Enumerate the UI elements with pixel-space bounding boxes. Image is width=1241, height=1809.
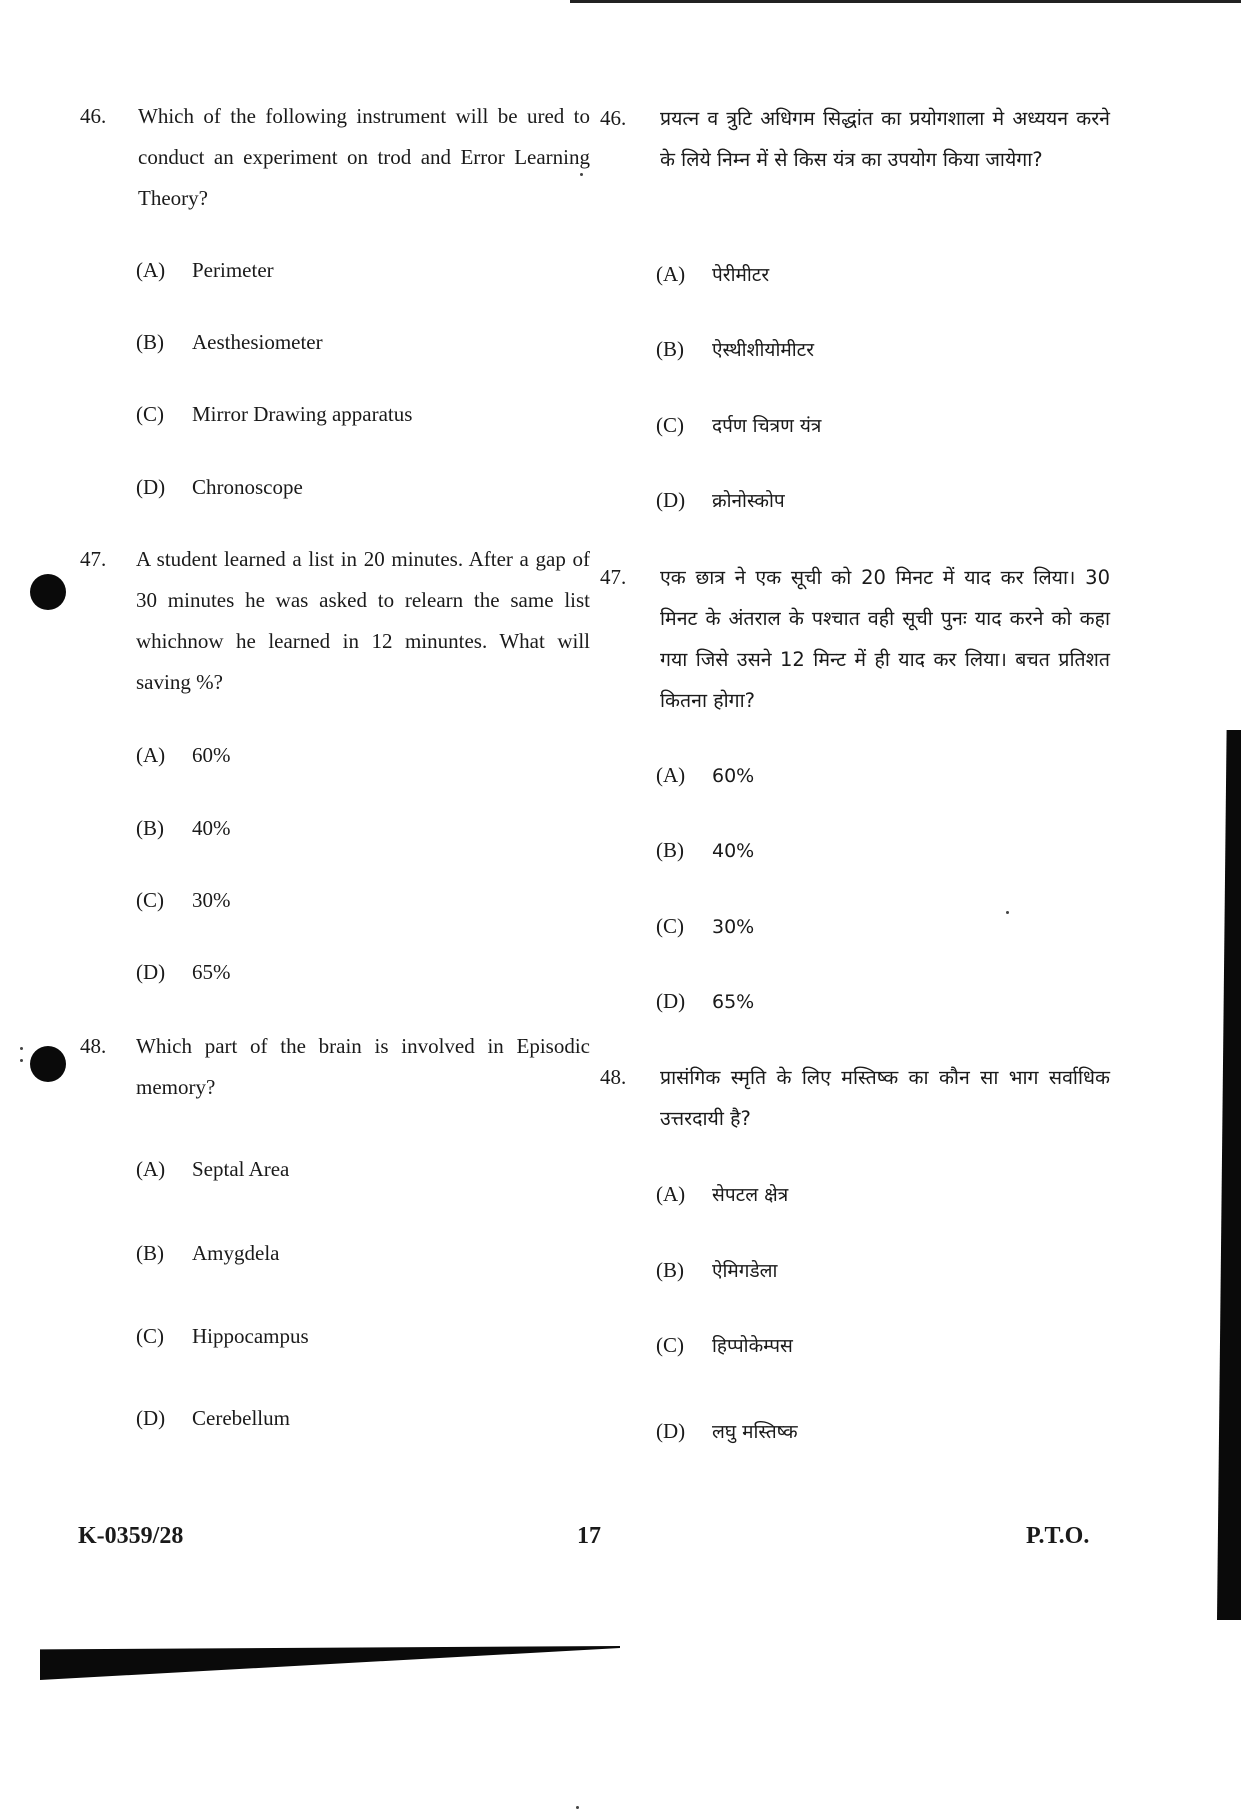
option-46-a-hi	[656, 260, 769, 289]
pto-label: P.T.O.	[1026, 1523, 1090, 1549]
option-text: हिप्पोकेम्पस	[712, 1335, 793, 1357]
question-text: Which part of the brain is involved in Episodic memory?	[136, 1034, 590, 1099]
scan-speck	[20, 1059, 23, 1062]
question-text: प्रयत्न व त्रुटि अधिगम सिद्धांत का प्रयोगशाला मे अध्ययन करने के लिये निम्न में से किस यंत्र का उपयोग किया जायेगा?	[660, 107, 1110, 171]
option-text: दर्पण चित्रण यंत्र	[712, 415, 822, 437]
option-letter: (C)	[136, 1324, 164, 1348]
option-letter: (A)	[136, 743, 166, 767]
option-46-d-hi	[656, 486, 785, 515]
option-48-b-en	[136, 1239, 279, 1267]
option-text: ऐमिगडेला	[712, 1260, 778, 1282]
option-letter: (B)	[656, 838, 684, 862]
option-text: Chronoscope	[192, 475, 303, 499]
option-47-c-en	[136, 886, 231, 914]
option-47-d-hi	[656, 987, 754, 1016]
option-48-d-en	[136, 1404, 290, 1432]
option-text: Amygdela	[192, 1241, 280, 1265]
option-letter: (C)	[656, 1333, 684, 1357]
option-letter: (A)	[656, 763, 686, 787]
question-text: A student learned a list in 20 minutes. After a gap of 30 minutes he was asked to relearn the same list whichnow he learned in 12 minuntes. What will saving %?	[136, 547, 590, 694]
option-48-d-hi	[656, 1417, 798, 1446]
option-text: लघु मस्तिष्क	[712, 1421, 798, 1443]
option-text: Hippocampus	[192, 1324, 309, 1348]
option-text: ऐस्थीशीयोमीटर	[712, 339, 814, 361]
option-text: सेपटल क्षेत्र	[712, 1184, 789, 1206]
option-letter: (A)	[136, 258, 166, 282]
option-text: Mirror Drawing apparatus	[192, 402, 413, 426]
option-letter: (B)	[136, 1241, 164, 1265]
punch-hole-upper	[30, 574, 66, 610]
scan-edge-top	[570, 0, 1241, 3]
option-47-c-hi	[656, 912, 754, 941]
scan-edge-right	[1217, 730, 1241, 1620]
option-48-a-hi	[656, 1180, 788, 1209]
option-letter: (D)	[136, 475, 166, 499]
option-letter: (D)	[656, 488, 686, 512]
option-48-b-hi	[656, 1256, 777, 1285]
option-48-c-hi	[656, 1331, 793, 1360]
option-text: Cerebellum	[192, 1406, 290, 1430]
option-47-a-hi	[656, 761, 754, 790]
option-text: Perimeter	[192, 258, 274, 282]
option-letter: (C)	[136, 402, 164, 426]
option-letter: (B)	[136, 330, 164, 354]
option-text: क्रोनोस्कोप	[712, 490, 785, 512]
option-letter: (B)	[656, 1258, 684, 1282]
question-number: 46.	[80, 104, 107, 128]
option-letter: (B)	[656, 337, 684, 361]
option-47-a-en	[136, 741, 231, 769]
option-46-c-en	[136, 400, 412, 428]
option-letter: (C)	[656, 413, 684, 437]
option-letter: (D)	[656, 1419, 686, 1443]
option-letter: (B)	[136, 816, 164, 840]
page-number: 17	[577, 1523, 601, 1549]
option-48-c-en	[136, 1322, 309, 1350]
option-text: Septal Area	[192, 1157, 290, 1181]
option-47-d-en	[136, 958, 231, 986]
punch-hole-lower	[30, 1046, 66, 1082]
option-48-a-en	[136, 1155, 289, 1183]
question-text: Which of the following instrument will be ured to conduct an experiment on trod and Error Learning Theory?	[138, 104, 590, 210]
question-text: एक छात्र ने एक सूची को 20 मिनट में याद कर लिया। 30 मिनट के अंतराल के पश्चात वही सूची पुनः याद करने को कहा गया जिसे उसने 12 मिन्ट में ही याद कर लिया। बचत प्रतिशत कितना होगा?	[660, 566, 1110, 712]
option-text: 65%	[192, 960, 231, 984]
option-text: Aesthesiometer	[192, 330, 323, 354]
option-letter: (A)	[136, 1157, 166, 1181]
option-46-b-en	[136, 328, 323, 356]
question-number: 48.	[80, 1034, 107, 1058]
option-text: 30%	[192, 888, 231, 912]
question-number: 48.	[600, 1065, 627, 1089]
option-text: 40%	[712, 840, 755, 862]
option-text: पेरीमीटर	[712, 264, 770, 286]
option-letter: (A)	[656, 1182, 686, 1206]
option-text: 60%	[712, 765, 755, 787]
option-text: 65%	[712, 991, 755, 1013]
option-46-b-hi	[656, 335, 814, 364]
option-46-c-hi	[656, 411, 821, 440]
option-letter: (D)	[656, 989, 686, 1013]
option-text: 30%	[712, 916, 755, 938]
option-text: 60%	[192, 743, 231, 767]
scan-edge-bottom	[40, 1646, 620, 1680]
scan-speck	[1006, 911, 1009, 914]
question-number: 46.	[600, 106, 627, 130]
option-46-d-en	[136, 473, 303, 501]
option-47-b-hi	[656, 836, 754, 865]
question-number: 47.	[80, 547, 107, 571]
option-letter: (C)	[136, 888, 164, 912]
option-47-b-en	[136, 814, 231, 842]
question-text: प्रासंगिक स्मृति के लिए मस्तिष्क का कौन सा भाग सर्वाधिक उत्तरदायी है?	[660, 1066, 1110, 1130]
option-letter: (D)	[136, 960, 166, 984]
paper-code: K-0359/28	[78, 1523, 184, 1549]
option-letter: (C)	[656, 914, 684, 938]
option-46-a-en	[136, 256, 274, 284]
option-letter: (A)	[656, 262, 686, 286]
option-letter: (D)	[136, 1406, 166, 1430]
option-text: 40%	[192, 816, 231, 840]
question-number: 47.	[600, 565, 627, 589]
scan-speck	[20, 1047, 23, 1050]
